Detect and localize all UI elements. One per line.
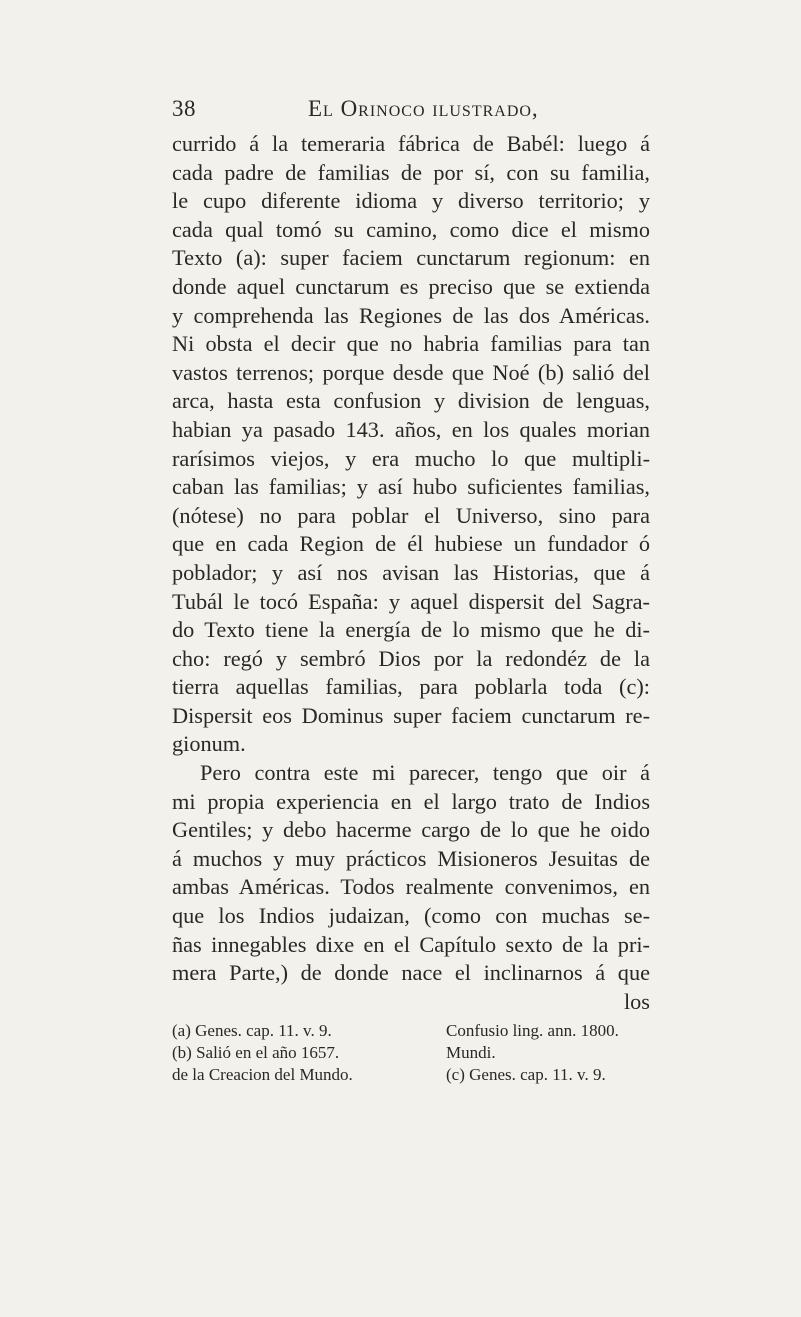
- text-line: Dispersit eos Dominus super faciem cunctarum re-: [172, 702, 650, 728]
- footnote-line: [172, 1020, 650, 1042]
- text-line: poblador; y así nos avisan las Historias, que á: [172, 559, 650, 585]
- text-line: mi propia experiencia en el largo trato de Indios: [172, 788, 650, 814]
- footnote-b: (b) Salió en el año 1657.: [172, 1043, 340, 1062]
- page-header: [172, 96, 642, 130]
- text-line: tierra aquellas familias, para poblarla toda (c):: [172, 674, 650, 700]
- text-line: (nótese) no para poblar el Universo, sino para: [172, 502, 650, 528]
- body-text: [172, 130, 650, 1016]
- text-line: cho: regó y sembró Dios por la redondéz de la: [172, 645, 650, 671]
- text-line: vastos terrenos; porque desde que Noé (b) salió del: [172, 359, 650, 385]
- running-title: El Orinoco ilustrado,: [308, 96, 539, 121]
- text-line: Pero contra este mi parecer, tengo que oir á: [200, 760, 650, 786]
- footnote-c: (c) Genes. cap. 11. v. 9.: [446, 1065, 606, 1084]
- text-line: que los Indios judaizan, (como con muchas se-: [172, 903, 650, 929]
- page-number: 38: [172, 96, 196, 121]
- footnote-b-end: de la Creacion del Mundo.: [172, 1065, 353, 1084]
- text-line: le cupo diferente idioma y diverso territorio; y: [172, 188, 650, 214]
- text-line: arca, hasta esta confusion y division de lenguas,: [172, 388, 650, 414]
- text-line: Texto (a): super faciem cunctarum regionum: en: [172, 245, 650, 271]
- text-line: do Texto tiene la energía de lo mismo que he di-: [172, 617, 650, 643]
- text-line: y comprehenda las Regiones de las dos Américas.: [172, 302, 650, 328]
- text-line: Tubál le tocó España: y aquel dispersit del Sagra-: [172, 588, 650, 614]
- footnote-a-continued: Confusio ling. ann. 1800.: [446, 1021, 619, 1040]
- text-line: habian ya pasado 143. años, en los quales morian: [172, 416, 650, 442]
- text-line: currido á la temeraria fábrica de Babél: luego á: [172, 131, 650, 156]
- text-line: que en cada Region de él hubiese un fundador ó: [172, 531, 650, 557]
- text-line: rarísimos viejos, y era mucho lo que multipli-: [172, 445, 650, 471]
- footnote-a: (a) Genes. cap. 11. v. 9.: [172, 1021, 332, 1040]
- footnote-line: [172, 1064, 650, 1086]
- catchword: los: [623, 988, 650, 1014]
- text-line: ñas innegables dixe en el Capítulo sexto de la pri-: [172, 931, 650, 957]
- text-line: ambas Américas. Todos realmente convenimos, en: [172, 874, 650, 900]
- text-line: Gentiles; y debo hacerme cargo de lo que he oido: [172, 817, 650, 843]
- text-line: Ni obsta el decir que no habria familias para tan: [172, 331, 650, 357]
- text-line: mera Parte,) de donde nace el inclinarnos á que: [172, 960, 650, 986]
- text-line: cada padre de familias de por sí, con su familia,: [172, 159, 650, 185]
- text-line: caban las familias; y así hubo suficientes familias,: [172, 474, 650, 500]
- text-line: donde aquel cunctarum es preciso que se extienda: [172, 273, 650, 299]
- text-line: gionum.: [172, 731, 246, 757]
- footnote-line: [172, 1042, 650, 1064]
- footnote-b-continued: Mundi.: [446, 1043, 496, 1062]
- text-line: á muchos y muy prácticos Misioneros Jesuitas de: [172, 845, 650, 871]
- footnotes: [172, 1020, 650, 1086]
- text-line: cada qual tomó su camino, como dice el mismo: [172, 216, 650, 242]
